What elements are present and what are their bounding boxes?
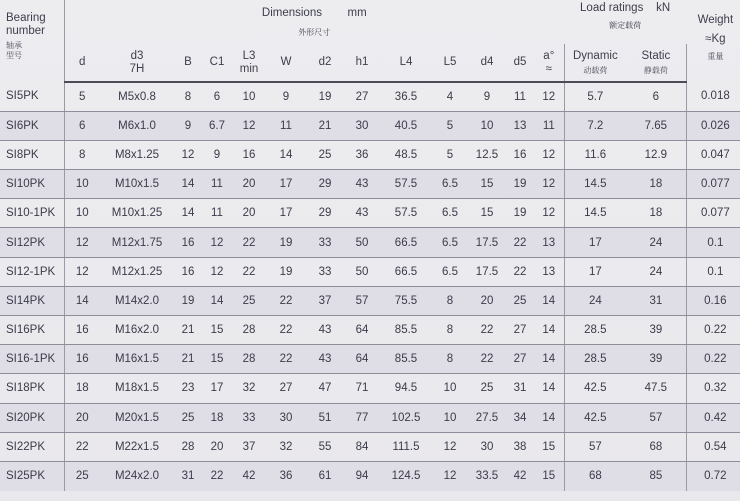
table-row [0, 316, 740, 345]
cell-d: 25 [75, 470, 89, 483]
cell-static: 31 [626, 286, 686, 315]
cell-d: 20 [64, 403, 100, 432]
cell-weight: 0.1 [686, 228, 740, 257]
cell-dynamic: 5.7 [564, 82, 626, 111]
table-row [0, 403, 740, 432]
cell-d2: 33 [306, 228, 344, 257]
cell-d: 16 [64, 345, 100, 374]
cell-h1: 71 [344, 374, 380, 403]
cell-a: 13 [534, 257, 564, 286]
cell-dynamic: 17 [564, 228, 626, 257]
cell-d3: M16x1.5 [100, 345, 174, 374]
cell-b: 12 [174, 140, 202, 169]
cell-static: 68 [626, 432, 686, 461]
cell-model: SI5PK [0, 82, 64, 111]
cell-h1: 43 [344, 170, 380, 199]
cell-l5: 6.5 [432, 199, 468, 228]
cell-l5: 6.5 [432, 257, 468, 286]
cell-d: 14 [64, 286, 100, 315]
cell-static: 57 [626, 403, 686, 432]
col-dynamic-cn: 动载荷 [583, 65, 608, 75]
cell-l3: 22 [232, 257, 266, 286]
cell-d2: 61 [318, 470, 332, 483]
cell-a: 14 [534, 286, 564, 315]
cell-d3: M8x1.25 [100, 140, 174, 169]
cell-c1: 15 [202, 316, 232, 345]
table-row [0, 140, 740, 169]
cell-dynamic: 42.5 [564, 374, 626, 403]
weight-unit: ≈Kg [705, 33, 726, 45]
cell-c1: 15 [202, 345, 232, 374]
cell-d4: 15 [468, 199, 506, 228]
cell-weight: 0.047 [686, 140, 740, 169]
cell-l4: 40.5 [380, 111, 432, 140]
cell-w: 14 [266, 140, 306, 169]
cell-d3: M24x2.0 [114, 470, 160, 483]
cell-d2: 33 [306, 257, 344, 286]
cell-c1: 12 [202, 228, 232, 257]
cell-h1: 30 [344, 111, 380, 140]
cell-l4: 124.5 [391, 470, 421, 483]
cell-h1: 50 [344, 228, 380, 257]
cell-weight: 0.026 [686, 111, 740, 140]
cell-d: 12 [64, 257, 100, 286]
cell-l5: 8 [432, 316, 468, 345]
col-l3-sub: min [239, 62, 259, 75]
cell-w: 22 [266, 345, 306, 374]
col-a [534, 44, 564, 82]
cell-l5: 5 [432, 140, 468, 169]
cell-d: 22 [64, 432, 100, 461]
cell-dynamic: 42.5 [564, 403, 626, 432]
col-c1: C1 [202, 44, 232, 82]
cell-l5: 10 [432, 374, 468, 403]
table-row [0, 111, 740, 140]
cell-d3: M14x2.0 [100, 286, 174, 315]
col-d3-label: d3 [130, 49, 144, 62]
cell-l4: 36.5 [380, 82, 432, 111]
cell-d4: 17.5 [468, 228, 506, 257]
cell-h1: 27 [344, 82, 380, 111]
cell-a: 14 [534, 316, 564, 345]
cell-l4: 85.5 [380, 316, 432, 345]
cell-b: 21 [174, 316, 202, 345]
cell-d4: 22 [468, 345, 506, 374]
col-dynamic [564, 44, 626, 82]
cell-l5: 12 [443, 470, 457, 483]
table-row [0, 82, 740, 111]
cell-dynamic: 17 [564, 257, 626, 286]
cell-d5: 25 [506, 286, 534, 315]
cell-a: 12 [534, 199, 564, 228]
cell-d3: M22x1.5 [100, 432, 174, 461]
cell-w: 11 [266, 111, 306, 140]
cell-dynamic: 14.5 [564, 170, 626, 199]
cell-c1: 6 [202, 82, 232, 111]
cell-w: 17 [266, 199, 306, 228]
cell-d5: 38 [506, 432, 534, 461]
col-dynamic-label: Dynamic [572, 49, 618, 62]
cell-b: 19 [174, 286, 202, 315]
dimensions-header [64, 0, 564, 44]
cell-d4: 12.5 [468, 140, 506, 169]
col-d4: d4 [468, 44, 506, 82]
cell-h1: 77 [344, 403, 380, 432]
cell-w: 19 [266, 228, 306, 257]
cell-l3: 32 [232, 374, 266, 403]
cell-weight: 0.22 [686, 345, 740, 374]
load-title: Load ratings [580, 2, 644, 14]
cell-weight: 0.32 [686, 374, 740, 403]
model-header-cn-1: 轴承 [6, 41, 22, 50]
cell-l3: 28 [232, 316, 266, 345]
cell-d: 12 [64, 228, 100, 257]
cell-dynamic: 24 [564, 286, 626, 315]
col-d2: d2 [306, 44, 344, 82]
cell-d4: 10 [468, 111, 506, 140]
cell-d: 16 [64, 316, 100, 345]
table-body [0, 82, 740, 491]
dimensions-title: Dimensions [261, 7, 322, 19]
cell-d4: 25 [468, 374, 506, 403]
cell-l4: 75.5 [380, 286, 432, 315]
cell-static: 12.9 [626, 140, 686, 169]
cell-b: 16 [174, 228, 202, 257]
cell-d5: 34 [506, 403, 534, 432]
cell-d: 6 [64, 111, 100, 140]
cell-d3: M12x1.25 [100, 257, 174, 286]
cell-b: 28 [174, 432, 202, 461]
cell-model: SI10PK [0, 170, 64, 199]
col-d3 [100, 44, 174, 82]
cell-d3: M18x1.5 [100, 374, 174, 403]
cell-model: SI16PK [0, 316, 64, 345]
cell-l4: 48.5 [380, 140, 432, 169]
cell-w: 32 [266, 432, 306, 461]
col-l3-label: L3 [242, 49, 256, 62]
cell-c1: 11 [202, 170, 232, 199]
cell-l4: 57.5 [380, 170, 432, 199]
cell-a: 14 [534, 403, 564, 432]
col-static-cn: 静载荷 [643, 65, 668, 75]
cell-c1: 6.7 [202, 111, 232, 140]
cell-l3: 12 [232, 111, 266, 140]
cell-l3: 16 [232, 140, 266, 169]
cell-d: 5 [64, 82, 100, 111]
cell-weight: 0.42 [686, 403, 740, 432]
cell-a: 12 [534, 140, 564, 169]
cell-d4: 17.5 [468, 257, 506, 286]
cell-w: 19 [266, 257, 306, 286]
weight-title: Weight [697, 14, 734, 26]
cell-model: SI14PK [0, 286, 64, 315]
cell-d5: 11 [506, 82, 534, 111]
cell-static: 85 [626, 461, 686, 490]
cell-dynamic: 68 [588, 470, 602, 483]
cell-d5: 27 [506, 345, 534, 374]
cell-l4: 94.5 [380, 374, 432, 403]
cell-h1: 64 [344, 345, 380, 374]
table-row [0, 286, 740, 315]
col-w: W [266, 44, 306, 82]
cell-model: SI22PK [0, 432, 64, 461]
cell-a: 15 [534, 432, 564, 461]
cell-static: 18 [626, 170, 686, 199]
cell-d3: M10x1.25 [100, 199, 174, 228]
cell-d2: 29 [306, 199, 344, 228]
col-d5: d5 [506, 44, 534, 82]
cell-b: 14 [174, 170, 202, 199]
cell-l3: 20 [232, 170, 266, 199]
cell-w: 22 [266, 316, 306, 345]
cell-a: 14 [534, 374, 564, 403]
cell-w: 9 [266, 82, 306, 111]
cell-l5: 10 [432, 403, 468, 432]
cell-l3: 28 [232, 345, 266, 374]
weight-header [686, 0, 740, 82]
cell-c1: 9 [202, 140, 232, 169]
cell-weight: 0.54 [686, 432, 740, 461]
table-row [0, 170, 740, 199]
cell-weight: 0.22 [686, 316, 740, 345]
cell-h1: 50 [344, 257, 380, 286]
cell-d4: 33.5 [475, 470, 499, 483]
col-static-label: Static [641, 49, 671, 62]
cell-dynamic: 7.2 [564, 111, 626, 140]
cell-d2: 51 [306, 403, 344, 432]
cell-weight: 0.077 [686, 199, 740, 228]
cell-d4: 22 [468, 316, 506, 345]
cell-l5: 12 [432, 432, 468, 461]
cell-l5: 5 [432, 111, 468, 140]
model-header-en-1: Bearing [6, 12, 46, 24]
cell-d2: 37 [306, 286, 344, 315]
cell-model: SI6PK [0, 111, 64, 140]
cell-d2: 55 [306, 432, 344, 461]
cell-a: 12 [534, 82, 564, 111]
cell-l5: 6.5 [432, 170, 468, 199]
table-row [0, 461, 740, 490]
cell-d: 10 [64, 170, 100, 199]
cell-dynamic: 14.5 [564, 199, 626, 228]
cell-a: 14 [534, 345, 564, 374]
dimensions-cn: 外形尺寸 [298, 28, 331, 37]
cell-model: SI12PK [0, 228, 64, 257]
cell-l5: 4 [432, 82, 468, 111]
cell-d4: 20 [468, 286, 506, 315]
cell-static: 7.65 [626, 111, 686, 140]
cell-l3: 20 [232, 199, 266, 228]
table-row [0, 345, 740, 374]
cell-h1: 84 [344, 432, 380, 461]
cell-b: 23 [174, 374, 202, 403]
weight-cn: 重量 [707, 52, 724, 61]
model-header-en-2: number [6, 25, 45, 37]
cell-h1: 36 [344, 140, 380, 169]
cell-weight: 0.1 [686, 257, 740, 286]
cell-dynamic: 11.6 [564, 140, 626, 169]
cell-weight: 0.077 [686, 170, 740, 199]
cell-weight: 0.72 [704, 470, 727, 483]
cell-l5: 6.5 [432, 228, 468, 257]
load-ratings-header [564, 0, 686, 44]
cell-d5: 22 [506, 257, 534, 286]
cell-d5: 16 [506, 140, 534, 169]
cell-d2: 29 [306, 170, 344, 199]
cell-w: 30 [266, 403, 306, 432]
cell-d5: 31 [506, 374, 534, 403]
cell-h1: 64 [344, 316, 380, 345]
cell-d4: 15 [468, 170, 506, 199]
col-static [626, 44, 686, 82]
cell-static: 18 [626, 199, 686, 228]
cell-b: 31 [181, 470, 195, 483]
cell-l4: 102.5 [380, 403, 432, 432]
cell-d2: 25 [306, 140, 344, 169]
cell-l5: 8 [432, 345, 468, 374]
cell-static: 39 [626, 316, 686, 345]
cell-static: 24 [626, 228, 686, 257]
cell-model: SI18PK [0, 374, 64, 403]
cell-l3: 10 [232, 82, 266, 111]
col-d3-sub: 7H [129, 62, 145, 75]
cell-l4: 66.5 [380, 257, 432, 286]
cell-l4: 85.5 [380, 345, 432, 374]
cell-d3: M6x1.0 [100, 111, 174, 140]
col-a-sub: ≈ [545, 62, 552, 75]
cell-weight: 0.16 [686, 286, 740, 315]
cell-b: 25 [174, 403, 202, 432]
table-row [0, 199, 740, 228]
cell-a: 15 [534, 461, 564, 490]
col-b: B [174, 44, 202, 82]
cell-d: 10 [64, 199, 100, 228]
cell-model: SI25PK [0, 461, 64, 490]
cell-model: SI16-1PK [0, 345, 64, 374]
cell-static: 6 [626, 82, 686, 111]
cell-dynamic: 28.5 [564, 316, 626, 345]
cell-d5: 22 [506, 228, 534, 257]
cell-l4: 111.5 [380, 432, 432, 461]
cell-d5: 27 [506, 316, 534, 345]
cell-c1: 18 [202, 403, 232, 432]
cell-l5: 8 [432, 286, 468, 315]
model-header-cn-2: 型号 [6, 51, 22, 60]
cell-d3: M20x1.5 [100, 403, 174, 432]
cell-d3: M5x0.8 [100, 82, 174, 111]
cell-l3: 37 [232, 432, 266, 461]
col-l3 [232, 44, 266, 82]
table-row [0, 257, 740, 286]
cell-l3: 22 [232, 228, 266, 257]
load-unit: kN [656, 2, 671, 14]
cell-d4: 9 [468, 82, 506, 111]
cell-static: 39 [626, 345, 686, 374]
cell-c1: 14 [202, 286, 232, 315]
cell-model: SI20PK [0, 403, 64, 432]
cell-a: 12 [534, 170, 564, 199]
cell-h1: 94 [355, 470, 369, 483]
cell-dynamic: 28.5 [564, 345, 626, 374]
cell-b: 8 [174, 82, 202, 111]
cell-l4: 66.5 [380, 228, 432, 257]
cell-l4: 57.5 [380, 199, 432, 228]
cell-b: 16 [174, 257, 202, 286]
col-a-label: a° [543, 49, 555, 62]
cell-d5: 42 [513, 470, 527, 483]
cell-a: 11 [534, 111, 564, 140]
table-header [0, 0, 740, 82]
cell-d4: 27.5 [468, 403, 506, 432]
cell-c1: 20 [202, 432, 232, 461]
cell-c1: 12 [202, 257, 232, 286]
cell-d2: 21 [306, 111, 344, 140]
cell-d2: 43 [306, 345, 344, 374]
cell-static: 24 [626, 257, 686, 286]
cell-w: 17 [266, 170, 306, 199]
cell-d4: 30 [468, 432, 506, 461]
cell-d5: 19 [506, 170, 534, 199]
cell-b: 21 [174, 345, 202, 374]
cell-c1: 22 [210, 470, 224, 483]
cell-weight: 0.018 [686, 82, 740, 111]
cell-c1: 17 [202, 374, 232, 403]
cell-w: 22 [266, 286, 306, 315]
load-cn: 额定载荷 [609, 21, 642, 30]
table-row [0, 374, 740, 403]
cell-w: 36 [279, 470, 293, 483]
cell-a: 13 [534, 228, 564, 257]
cell-d2: 43 [306, 316, 344, 345]
cell-d5: 13 [506, 111, 534, 140]
col-l5: L5 [432, 44, 468, 82]
cell-h1: 57 [344, 286, 380, 315]
cell-d2: 19 [306, 82, 344, 111]
cell-d5: 19 [506, 199, 534, 228]
cell-dynamic: 57 [564, 432, 626, 461]
col-l4: L4 [380, 44, 432, 82]
dimensions-unit: mm [347, 7, 367, 19]
cell-h1: 43 [344, 199, 380, 228]
model-header [0, 0, 64, 82]
cell-c1: 11 [202, 199, 232, 228]
cell-b: 9 [174, 111, 202, 140]
cell-d3: M12x1.75 [100, 228, 174, 257]
cell-d3: M16x2.0 [100, 316, 174, 345]
cell-b: 14 [174, 199, 202, 228]
cell-model: SI8PK [0, 140, 64, 169]
cell-d: 8 [64, 140, 100, 169]
cell-d3: M10x1.5 [100, 170, 174, 199]
cell-l3: 25 [232, 286, 266, 315]
col-d: d [64, 44, 100, 82]
cell-model: SI10-1PK [0, 199, 64, 228]
cell-l3: 33 [232, 403, 266, 432]
cell-d2: 47 [306, 374, 344, 403]
cell-d: 18 [64, 374, 100, 403]
table-row [0, 228, 740, 257]
cell-l3: 42 [242, 470, 256, 483]
cell-w: 27 [266, 374, 306, 403]
cell-static: 47.5 [626, 374, 686, 403]
col-h1: h1 [344, 44, 380, 82]
cell-model: SI12-1PK [0, 257, 64, 286]
table-row [0, 432, 740, 461]
